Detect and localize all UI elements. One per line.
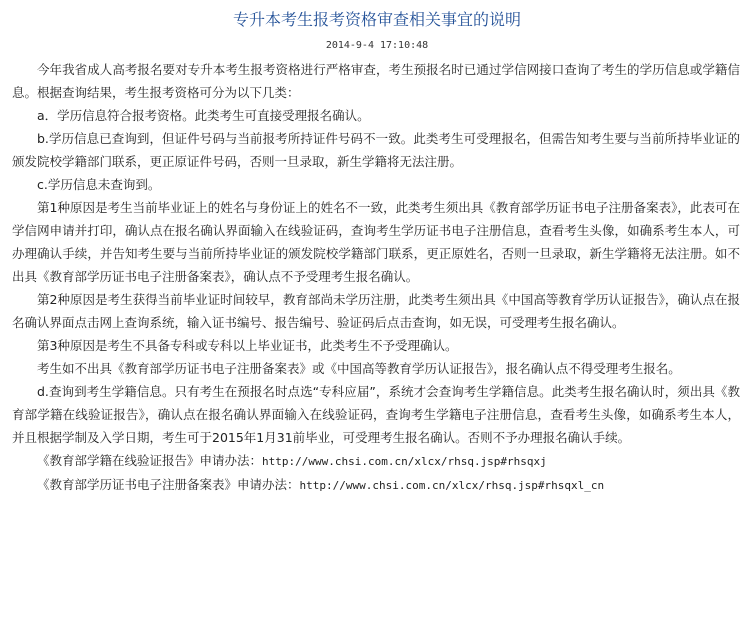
link-label-xj: 《教育部学籍在线验证报告》申请办法： — [37, 453, 263, 468]
article-body — [12, 58, 740, 497]
article-title: 专升本考生报考资格审查相关事宜的说明 — [232, 10, 521, 29]
paragraph-d: d.查询到考生学籍信息。只有考生在预报名时点选“专科应届”，系统才会查询考生学籍信息。此类考生报名确认时，须出具《教育部学籍在线验证报告》，确认点在报名确认界面输入在线验证码，查询考生学籍电子注册信息，查看考生头像，如确系考生本人，并且根据学制及入学日期，考生可于2015年1月31前毕业，可受理考生报名确认。否则不予办理报名确认手续。 — [12, 384, 740, 445]
paragraph-intro: 今年我省成人高考报名要对专升本考生报考资格进行严格审查，考生预报名时已通过学信网接口查询了考生的学历信息或学籍信息。根据查询结果，考生报考资格可分为以下几类： — [12, 62, 740, 100]
paragraph-reason-3: 第3种原因是考生不具备专科或专科以上毕业证书，此类考生不予受理确认。 — [37, 338, 458, 353]
link-line-xj — [12, 449, 740, 473]
paragraph-note: 考生如不出具《教育部学历证书电子注册备案表》或《中国高等教育学历认证报告》，报名确认点不得受理考生报名。 — [37, 361, 681, 376]
paragraph-c: c.学历信息未查询到。 — [37, 177, 161, 192]
publish-date: 2014-9-4 17:10:48 — [325, 40, 429, 51]
link-label-xl: 《教育部学历证书电子注册备案表》申请办法： — [37, 477, 300, 492]
paragraph-reason-1: 第1种原因是考生当前毕业证上的姓名与身份证上的姓名不一致，此类考生须出具《教育部学历证书电子注册备案表》，此表可在学信网申请并打印，确认点在报名确认界面输入在线验证码，查询考生学历证书电子注册信息，查看考生头像，如确系考生本人，可办理确认手续，并告知考生要与当前所持毕业证的颁发院校学籍部门联系，更正原姓名，否则一旦录取，新生学籍将无法注册。如不出具《教育部学历证书电子注册备案表》，确认点不予受理考生报名确认。 — [12, 200, 740, 284]
link-url-xl[interactable]: http://www.chsi.com.cn/xlcx/rhsq.jsp#rhsqxl_cn — [299, 479, 605, 492]
paragraph-b: b.学历信息已查询到，但证件号码与当前报考所持证件号码不一致。此类考生可受理报名，但需告知考生要与当前所持毕业证的颁发院校学籍部门联系，更正原证件号码，否则一旦录取，新生学籍将无法注册。 — [12, 131, 740, 169]
paragraph-a: a．学历信息符合报考资格。此类考生可直接受理报名确认。 — [37, 108, 370, 123]
link-line-xl — [12, 473, 740, 497]
link-url-xj[interactable]: http://www.chsi.com.cn/xlcx/rhsq.jsp#rhsqxj — [262, 455, 547, 468]
paragraph-reason-2: 第2种原因是考生获得当前毕业证时间较早，教育部尚未学历注册，此类考生须出具《中国高等教育学历认证报告》，确认点在报名确认界面点击网上查询系统，输入证书编号、报告编号、验证码后点击查询，如无误，可受理考生报名确认。 — [12, 292, 740, 330]
